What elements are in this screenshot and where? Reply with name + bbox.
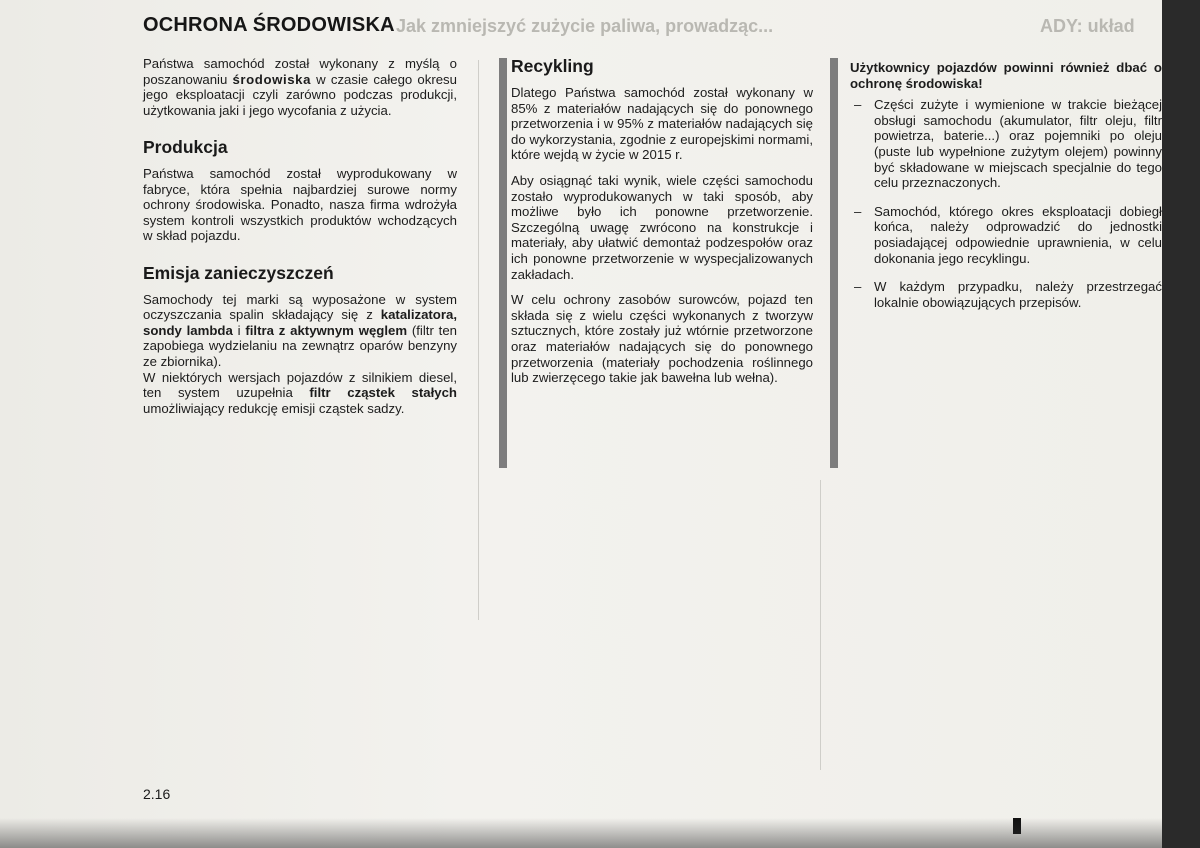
emisja-paragraph <box>143 292 457 370</box>
text-run: i <box>232 322 246 338</box>
bold-text: katalizatora, sondy lambda <box>143 307 457 338</box>
recykling-paragraph-3: W celu ochrony zasobów surowców, pojazd ten składa się z wielu części wykonanych z tworzyw sztucznych, które zostały już wtórnie przetworzone oraz materiałów nadających się do ponownego przetworzenia (materiały pochodzenia roślinnego lub zwierzęcego takie jak bawełna lub wełna). <box>511 292 813 386</box>
section-side-bar <box>830 58 838 468</box>
text-run: W niektórych wersjach pojazdów z silnikiem diesel, ten system uzupełnia <box>143 369 457 401</box>
text-run: Państwa samochód został wykonany z myślą o poszanowaniu <box>143 56 457 87</box>
text-run: umożliwiający redukcję emisji cząstek sadzy. <box>143 400 405 416</box>
page-number: 2.16 <box>143 786 171 802</box>
page-title: OCHRONA ŚRODOWISKA <box>143 14 395 36</box>
list-item: – Samochód, którego okres eksploatacji dobiegł końca, należy odprowadzić do jednostki posiadającej odpowiednie uprawnienia, w celu dokonania jego recyklingu. <box>850 204 1162 266</box>
users-list <box>850 97 1162 310</box>
column-middle <box>511 85 813 396</box>
text-run: w czasie całego okresu jego eksploatacji czyli zarówno podczas produkcji, użytkowania jaki i jego wycofania z użycia. <box>143 71 457 118</box>
list-item: – Części zużyte i wymienione w trakcie bieżącej obsługi samochodu (akumulator, filtr oleju, filtr powietrza, baterie...) oraz pojemniki po oleju (puste lub wypełnione zużytym olejem) powinny być składowane w miejscach specjalnie do tego celu przeznaczonych. <box>850 97 1162 191</box>
column-divider <box>820 480 821 770</box>
page-edge-shadow <box>0 818 1162 848</box>
bold-text: środowiska <box>232 71 312 87</box>
recykling-paragraph-1: Dlatego Państwa samochód został wykonany w 85% z materiałów nadających się do ponownego przetworzenia i w 95% z materiałów nadających się do wykorzystania, zgodnie z europejskimi normami, które wejdą w życie w 2015 r. <box>511 85 813 163</box>
book-gutter <box>1162 0 1200 848</box>
users-heading: Użytkownicy pojazdów powinni również dbać o ochronę środowiska! <box>850 60 1162 91</box>
column-right <box>850 60 1162 323</box>
bleed-through-text-right: ADY: układ <box>1040 16 1135 36</box>
section-heading-emisja: Emisja zanieczyszczeń <box>143 262 334 283</box>
emisja-diesel-paragraph <box>143 370 457 417</box>
text-run: Samochody tej marki są wyposażone w system oczyszczania spalin składający się z <box>143 291 457 323</box>
section-heading-recykling: Recykling <box>511 56 594 76</box>
bleed-through-text: Jak zmniejszyć zużycie paliwa, prowadząc... <box>396 16 774 36</box>
produkcja-paragraph: Państwa samochód został wyprodukowany w fabryce, która spełnia najbardziej surowe normy ochrony środowiska. Ponadto, nasza firma wdrożyła system kontroli wszystkich produktów wchodzących w skład pojazdu. <box>143 165 457 244</box>
list-item: – W każdym przypadku, należy przestrzegać lokalnie obowiązujących przepisów. <box>850 279 1162 310</box>
column-divider <box>478 60 479 620</box>
section-heading-produkcja: Produkcja <box>143 137 228 158</box>
text-run: (filtr ten zapobiega wydzielaniu na zewnątrz oparów benzyny ze zbiornika). <box>143 322 457 369</box>
bold-text: filtr cząstek stałych <box>309 385 457 401</box>
section-side-bar <box>499 58 507 468</box>
intro-paragraph <box>143 56 457 118</box>
recykling-paragraph-2: Aby osiągnąć taki wynik, wiele części samochodu zostało wyprodukowanych w taki sposób, aby możliwe było ich ponowne przetworzenie. Szczególną uwagę zwrócono na konstrukcje i materiały, aby ułatwić demontaż podzespołów oraz ich ponowne przetworzenie w wyspecjalizowanych zakładach. <box>511 172 813 282</box>
column-left <box>143 56 457 426</box>
bold-text: filtra z aktywnym węglem <box>245 322 408 338</box>
